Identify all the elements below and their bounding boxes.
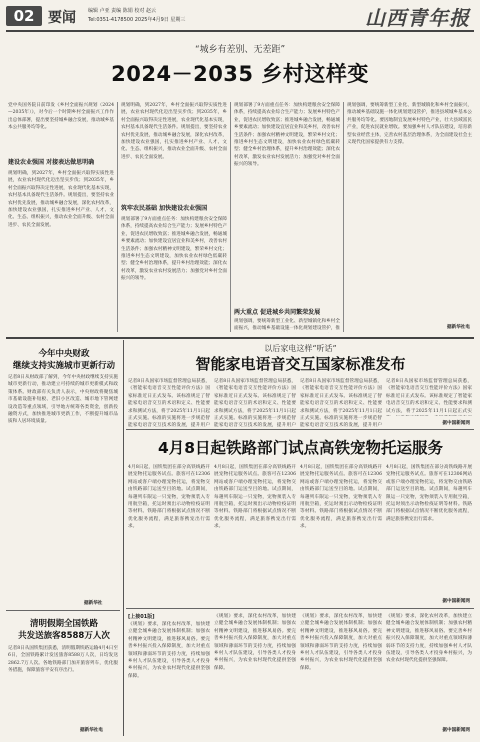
story-4-title: 4月8日起铁路部门试点高铁宠物托运服务 [157, 439, 444, 457]
story-5-col-3-text: 《规划》要求，深化农村改革，加快建立健全城乡融合发展体制机制；加强农村精神文明建设，推进移风易俗。要完善乡村振兴投入保障制度，加大对重点领域和薄弱环节的支持力度，持续加强乡村人才队伍建设，引导各类人才投身乡村振兴，为农业农村现代化提供坚强保障。 [300, 614, 382, 671]
left-story-1-body: 记者8日从财政部了解到，今年中央财政继续支持实施城市更新行动，推动建立可持续的城市更新模式和政策体系。财政部有关负责人表示，中央财政将聚焦城市基础设施补短板、老旧小区改造、城市地下管网建设改造等重点领域，引导地方统筹各类资金，创新投融资方式，加快推进城市更新工作，不断提升城市品质和人居环境质量。 [8, 375, 118, 425]
story-3-col-3 [300, 378, 382, 428]
top-story-title: 2024－2035 乡村这样变 [111, 62, 369, 86]
section-rule-1 [6, 337, 474, 339]
story-4-col-3 [300, 464, 382, 604]
top-story-byline: 据新华社电 [447, 325, 470, 330]
top-story-para-3: 规划强调，要统筹新型工业化、新型城镇化和乡村全面振兴，推动城乡基础设施一体化规划建设管护，推进县域城乡基本公共服务均等化。要因地制宜发展乡村特色产业，壮大县域富民产业，促进农民就业增收。要加强乡村人才队伍建设，培育新型农业经营主体，完善农村基层治理体系，为全面建设社会主义现代化国家提供有力支撑。 [347, 103, 472, 146]
story-5-col-2-text: 《规划》要求，深化农村改革，加快建立健全城乡融合发展体制机制；加强农村精神文明建设，推进移风易俗。要完善乡村振兴投入保障制度，加大对重点领域和薄弱环节的支持力度，持续加强乡村人才队伍建设，引导各类人才投身乡村振兴，为农业农村现代化提供坚强保障。 [214, 614, 296, 671]
header-rule [6, 30, 474, 32]
story-3-col-3-text: 记者8日从国家市场监督管理总局获悉，《智能家电语音交互性能评价方法》国家标准近日正式发布。该标准规定了智能家电语音交互的术语和定义、性能要求和测试方法，将于2025年11月1日起正式实施。标准的实施将进一步规范智能家电语音交互技术的发展，提升用户 [300, 379, 382, 428]
left-story-1-title-2: 继续支持实施城市更新行动 [12, 361, 115, 371]
section-rule-2 [126, 429, 474, 430]
top-story-para-3-start-text: 规划强调，要统筹新型工业化、新型城镇化和乡村全面振兴，推动城乡基础设施一体化规划建设管护，推 [234, 319, 340, 332]
story-3-kicker: 以后家电这样“听话” [264, 344, 337, 353]
left-story-2-byline: 据新华社电 [80, 728, 103, 733]
story-3-col-2-text: 记者8日从国家市场监督管理总局获悉，《智能家电语音交互性能评价方法》国家标准近日正式发布。该标准规定了智能家电语音交互的术语和定义、性能要求和测试方法，将于2025年11月1日起正式实施。标准的实施将进一步规范智能家电语音交互技术的发展，提升用户 [214, 379, 296, 428]
col-divider-3 [343, 102, 344, 332]
col-divider-1 [117, 102, 118, 332]
page-number-badge [6, 6, 42, 26]
left-story-1-byline: 据新华社 [84, 601, 103, 606]
section-rule-3 [126, 608, 474, 609]
top-story-subhead-3: 两大重点 促进城乡共同繁荣发展 [234, 309, 321, 316]
top-story-subhead-2: 筑牢农民基础 加快建设农业强国 [121, 205, 208, 212]
left-story-2-body: 记者8日从国铁集团获悉，清明假期铁路运输4月4日至6日，全国铁路累计发送旅客8588万人次，日均发送2862.7万人次。各地铁路部门加开旅客列车，优化服务措施，保障旅客平安有序出行。 [8, 646, 118, 674]
left-story-1-title-1: 今年中央财政 [38, 349, 90, 359]
top-story-lead: 党中央国务院日前印发《乡村全面振兴规划（2024—2035年）》，对今后一个时期乡村全面振兴工作作出总体部署，提出要坚持城乡融合发展，推动城乡基本公共服务均等化。 [8, 103, 114, 131]
top-story-para-1-cont-text: 规划明确，到2027年，乡村全面振兴取得实质性进展，农业农村现代化迈出坚实步伐；到2035年，乡村全面振兴取得决定性进展，农业现代化基本实现，农村基本具备现代生活条件。规划提出，要坚持农业农村优先发展，推动城乡融合发展，深化农村改革，加快建设农业强国，扎实推进乡村产业、人才、文化、生态、组织振兴，推动农业全面升级、农村全面进步、农民全面发展。 [121, 103, 227, 160]
top-story-kicker: “城乡有差别、无差距” [194, 45, 286, 55]
story-4-col-1: 4月8日起，国铁集团在部分高铁线路开展宠物托运服务试点。旅客可在12306网站或客户端办理宠物托运，将宠物交由铁路部门运送至目的地。试点期间，每趟列车限运一只宠物，宠物须装入专用航空箱，托运时须出示动物检疫证明等材料。铁路部门将根据试点情况不断优化服务流程，满足旅客携宠出行需求。 [128, 465, 210, 530]
top-story-para-1: 规划明确，到2027年，乡村全面振兴取得实质性进展，农业农村现代化迈出坚实步伐；到2035年，乡村全面振兴取得决定性进展，农业现代化基本实现，农村基本具备现代生活条件。规划提出，要坚持农业农村优先发展，推动城乡融合发展，深化农村改革，加快建设农业强国，扎实推进乡村产业、人才、文化、生态、组织振兴，推动农业全面升级、农村全面进步、农民全面发展。 [8, 171, 114, 228]
top-story-para-2-cont [234, 102, 340, 302]
story-5-byline: 据中国新闻网 [442, 728, 470, 733]
story-3-title: 智能家电语音交互国家标准发布 [195, 355, 406, 373]
story-5-col-2 [214, 613, 296, 733]
left-story-2-title-2: 共发送旅客8588万人次 [18, 631, 110, 641]
top-story-subhead-1: 建设农业强国 对接表达做思明确 [8, 159, 95, 166]
story-4-col-3-text: 4月8日起，国铁集团在部分高铁线路开展宠物托运服务试点。旅客可在12306网站或客户端办理宠物托运，将宠物交由铁路部门运送至目的地。试点期间，每趟列车限运一只宠物，宠物须装入专用航空箱，托运时须出示动物检疫证明等材料。铁路部门将根据试点情况不断优化服务流程，满足旅客携宠出行需求。 [300, 465, 382, 530]
top-story-para-2-cont-text: 规划部署了9方面重点任务：加快构建粮食安全保障体系，持续提高农业综合生产能力；发展乡村特色产业，促进农民增收致富；推进城乡融合发展，畅通城乡要素流动；加快建设宜居宜业和美乡村，改善农村生活条件；加强农村精神文明建设，繁荣乡村文化；推进乡村生态文明建设，加快农业农村绿色低碳转型；健全乡村治理体系，提升乡村治理效能；深化农村改革，激发农业农村发展活力；加强党对乡村全面振兴的领导。 [234, 103, 340, 168]
story-4-byline: 据中国新闻网 [442, 599, 470, 604]
story-5-tag: [上接01版] [128, 614, 155, 620]
story-3-byline: 据中国新闻网 [442, 421, 470, 426]
story-4-col-4-text: 4月8日起，国铁集团在部分高铁线路开展宠物托运服务试点。旅客可在12306网站或客户端办理宠物托运，将宠物交由铁路部门运送至目的地。试点期间，每趟列车限运一只宠物，宠物须装入专用航空箱，托运时须出示动物检疫证明等材料。铁路部门将根据试点情况不断优化服务流程，满足旅客携宠出行需求。 [386, 465, 472, 522]
masthead-logo: 山西青年报 [365, 6, 470, 30]
story-4-col-2 [214, 464, 296, 604]
editor-line-1: 编辑 卢亚 责编 陈娟 校对 赵云 [88, 8, 156, 14]
story-5-col-1: 《规划》要求，深化农村改革，加快建立健全城乡融合发展体制机制；加强农村精神文明建设，推进移风易俗。要完善乡村振兴投入保障制度，加大对重点领域和薄弱环节的支持力度，持续加强乡村人才队伍建设，引导各类人才投身乡村振兴，为农业农村现代化提供坚强保障。 [128, 622, 210, 679]
top-story-para-2: 规划部署了9方面重点任务：加快构建粮食安全保障体系，持续提高农业综合生产能力；发展乡村特色产业，促进农民增收致富；推进城乡融合发展，畅通城乡要素流动；加快建设宜居宜业和美乡村，改善农村生活条件；加强农村精神文明建设，繁荣乡村文化；推进乡村生态文明建设，加快农业农村绿色低碳转型；健全乡村治理体系，提升乡村治理效能；深化农村改革，激发农业农村发展活力；加强党对乡村全面振兴的领导。 [121, 217, 227, 282]
story-4-col-2-text: 4月8日起，国铁集团在部分高铁线路开展宠物托运服务试点。旅客可在12306网站或客户端办理宠物托运，将宠物交由铁路部门运送至目的地。试点期间，每趟列车限运一只宠物，宠物须装入专用航空箱，托运时须出示动物检疫证明等材料。铁路部门将根据试点情况不断优化服务流程，满足旅客携宠出行需求。 [214, 465, 296, 530]
story-5-col-3 [300, 613, 382, 733]
col-divider-2 [230, 102, 231, 332]
left-story-2-title-1: 清明假期全国铁路 [29, 619, 98, 629]
story-3-col-4-text: 记者8日从国家市场监督管理总局获悉，《智能家电语音交互性能评价方法》国家标准近日正式发布。该标准规定了智能家电语音交互的术语和定义、性能要求和测试方法，将于2025年11月1日起正式实 [386, 379, 472, 414]
section-title: 要闻 [48, 10, 76, 26]
story-3-col-4 [386, 378, 472, 416]
story-3-col-1: 记者8日从国家市场监督管理总局获悉，《智能家电语音交互性能评价方法》国家标准近日正式发布。该标准规定了智能家电语音交互的术语和定义、性能要求和测试方法，将于2025年11月1日起正式实施。标准的实施将进一步规范智能家电语音交互技术的发展，提升用户 [128, 379, 210, 428]
story-5-col-4-text: 《规划》要求，深化农村改革，加快建立健全城乡融合发展体制机制；加强农村精神文明建设，推进移风易俗。要完善乡村振兴投入保障制度，加大对重点领域和薄弱环节的支持力度，持续加强乡村人才队伍建设，引导各类人才投身乡村振兴，为农业农村现代化提供坚强保障。 [386, 614, 472, 664]
left-col-divider [123, 340, 124, 736]
editor-line-2: Tel:0351-4178500 2025年4月9日 星期三 [88, 17, 186, 23]
top-story-para-1-cont [121, 102, 227, 197]
story-3-col-2 [214, 378, 296, 428]
page-number: 02 [13, 7, 35, 25]
top-story-para-3-start [234, 318, 340, 333]
story-5-col-4 [386, 613, 472, 723]
left-rule [6, 610, 120, 611]
story-4-col-4 [386, 464, 472, 594]
